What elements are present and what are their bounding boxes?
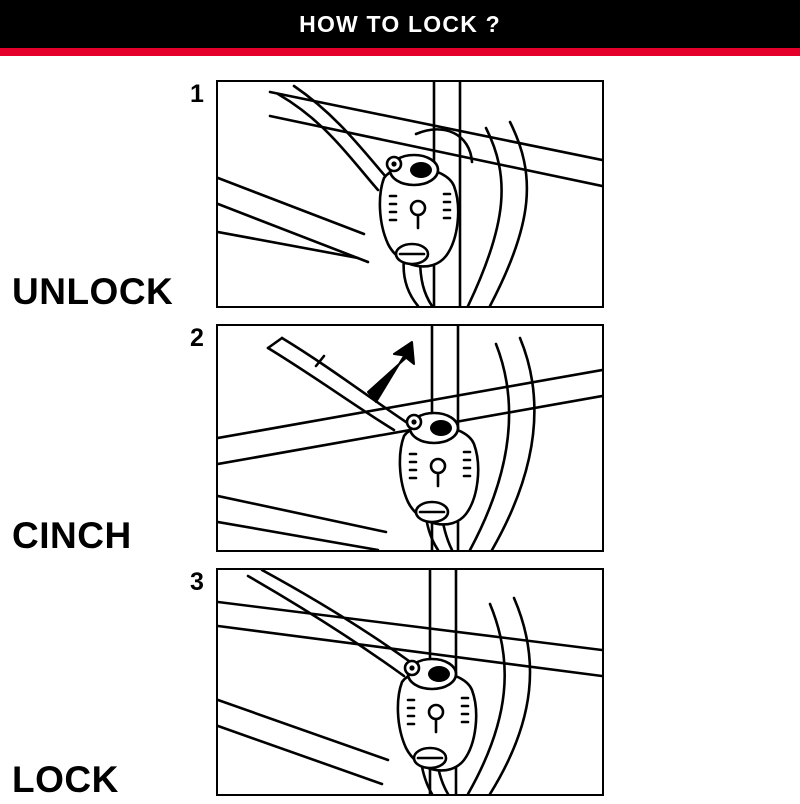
step-illustration-unlock (216, 80, 604, 308)
step-1 (0, 72, 800, 312)
header-accent-rule (0, 48, 800, 56)
step-number: 3 (190, 568, 204, 596)
step-label: CINCH (12, 515, 132, 556)
step-label: UNLOCK (12, 271, 174, 312)
step-number: 2 (190, 324, 204, 352)
step-illustration-lock (216, 568, 604, 796)
steps-list (0, 72, 800, 804)
page-title: HOW TO LOCK ? (299, 10, 501, 37)
step-3 (0, 560, 800, 800)
step-2 (0, 316, 800, 556)
header-bar (0, 0, 800, 48)
step-label: LOCK (12, 759, 119, 800)
step-number: 1 (190, 80, 204, 108)
step-illustration-cinch (216, 324, 604, 552)
